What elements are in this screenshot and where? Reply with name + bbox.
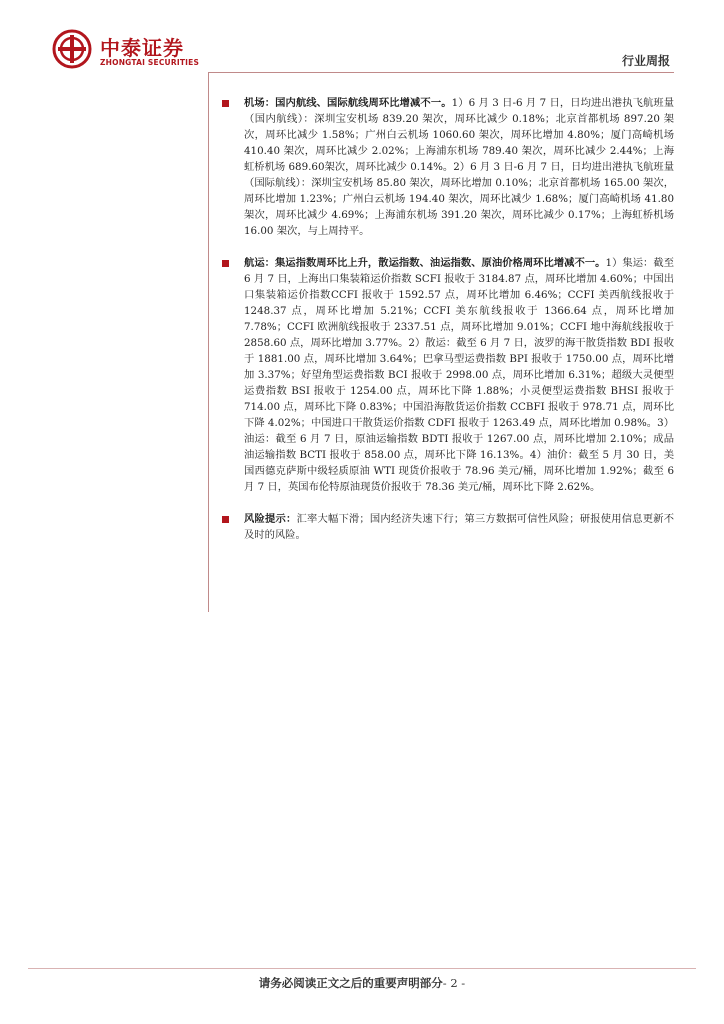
bullet-airports (222, 95, 674, 239)
report-body (222, 95, 674, 559)
zhongtai-logo-icon (52, 29, 92, 69)
brand-name-cn: 中泰证券 (100, 36, 184, 60)
bullet-body: 1）6 月 3 日-6 月 7 日，日均进出港执飞航班量（国内航线）：深圳宝安机场 839.20 架次，周环比减少 0.18%；北京首都机场 897.20 架次，周环比减少 1.58%；广州白云机场 1060.60 架次，周环比增加 4.80%；厦门高崎机场 410.40 架次，周环比减少 2.02%；上海浦东机场 789.40 架次，周环比减少 2.44%；上海虹桥机场 689.60架次，周环比减少 0.14%。2）6 月 3 日-6 月 7 日，日均进出港执飞航班量（国际航线）：深圳宝安机场 85.80 架次，周环比增加 0.10%；北京首都机场 165.00 架次，周环比增加 1.23%；广州白云机场 194.40 架次，周环比减少 1.68%；厦门高崎机场 41.80 架次，周环比减少 4.69%；上海浦东机场 391.20 架次，周环比减少 0.17%；上海虹桥机场 16.00 架次，与上周持平。 (244, 97, 675, 237)
bullet-lead: 风险提示： (244, 513, 297, 525)
bullet-square-icon (222, 260, 229, 267)
bullet-lead: 机场：国内航线、国际航线周环比增减不一。 (244, 97, 452, 109)
bullet-body: 汇率大幅下滑；国内经济失速下行；第三方数据可信性风险；研报使用信息更新不及时的风险。 (244, 513, 675, 541)
footer-notice: 请务必阅读正文之后的重要声明部分 (258, 976, 443, 990)
page-number: - 2 - (442, 976, 466, 990)
header-divider (208, 72, 674, 73)
brand-logo (52, 29, 220, 71)
bullet-text (244, 95, 674, 239)
bullet-body: 1）集运：截至 6 月 7 日，上海出口集装箱运价指数 SCFI 报收于 3184.87 点，周环比增加 4.60%；中国出口集装箱运价指数CCFI 报收于 1592.57 点，周环比增加 6.46%；CCFI 美西航线报收于 1248.37 点，周环比增加 5.21%；CCFI 美东航线报收于 1366.64 点，周环比增加 7.78%；CCFI 欧洲航线报收于 2337.51 点，周环比增加 9.01%；CCFI 地中海航线报收于 2858.60 点，周环比增加 3.77%。2）散运：截至 6 月 7 日，波罗的海干散货指数 BDI 报收于 1881.00 点，周环比增加 3.64%；巴拿马型运费指数 BPI 报收于 1750.00 点，周环比增加 3.37%；好望角型运费指数 BCI 报收于 2998.00 点，周环比增加 6.31%；超级大灵便型运费指数 BSI 报收于 1254.00 点，周环比下降 1.88%；小灵便型运费指数 BHSI 报收于 714.00 点，周环比下降 0.83%；中国沿海散货运价指数 CCBFI 报收于 978.71 点，周环比下降 4.02%；中国进口干散货运价指数 CDFI 报收于 1263.49 点，周环比增加 0.98%。3）油运：截至 6 月 7 日，原油运输指数 BDTI 报收于 1267.00 点，周环比增加 2.10%；成品油运输指数 BCTI 报收于 858.00 点，周环比下降 16.13%。4）油价：截至 5 月 30 日，美国西德克萨斯中级轻质原油 WTI 现货价报收于 78.96 美元/桶，周环比增加 1.92%；截至 6 月 7 日，英国布伦特原油现货价报收于 78.36 美元/桶，周环比下降 2.62%。 (244, 257, 675, 493)
bullet-text (244, 255, 674, 495)
bullet-lead: 航运：集运指数周环比上升，散运指数、油运指数、原油价格周环比增减不一。 (244, 257, 606, 269)
brand-name-en: ZHONGTAI SECURITIES (100, 58, 200, 67)
bullet-text (244, 511, 674, 543)
bullet-square-icon (222, 516, 229, 523)
bullet-shipping (222, 255, 674, 495)
report-type-label: 行业周报 (622, 54, 671, 68)
sidebar-divider (208, 72, 209, 612)
footer-divider (28, 968, 696, 969)
bullet-risk (222, 511, 674, 543)
footer (0, 975, 724, 991)
bullet-square-icon (222, 100, 229, 107)
